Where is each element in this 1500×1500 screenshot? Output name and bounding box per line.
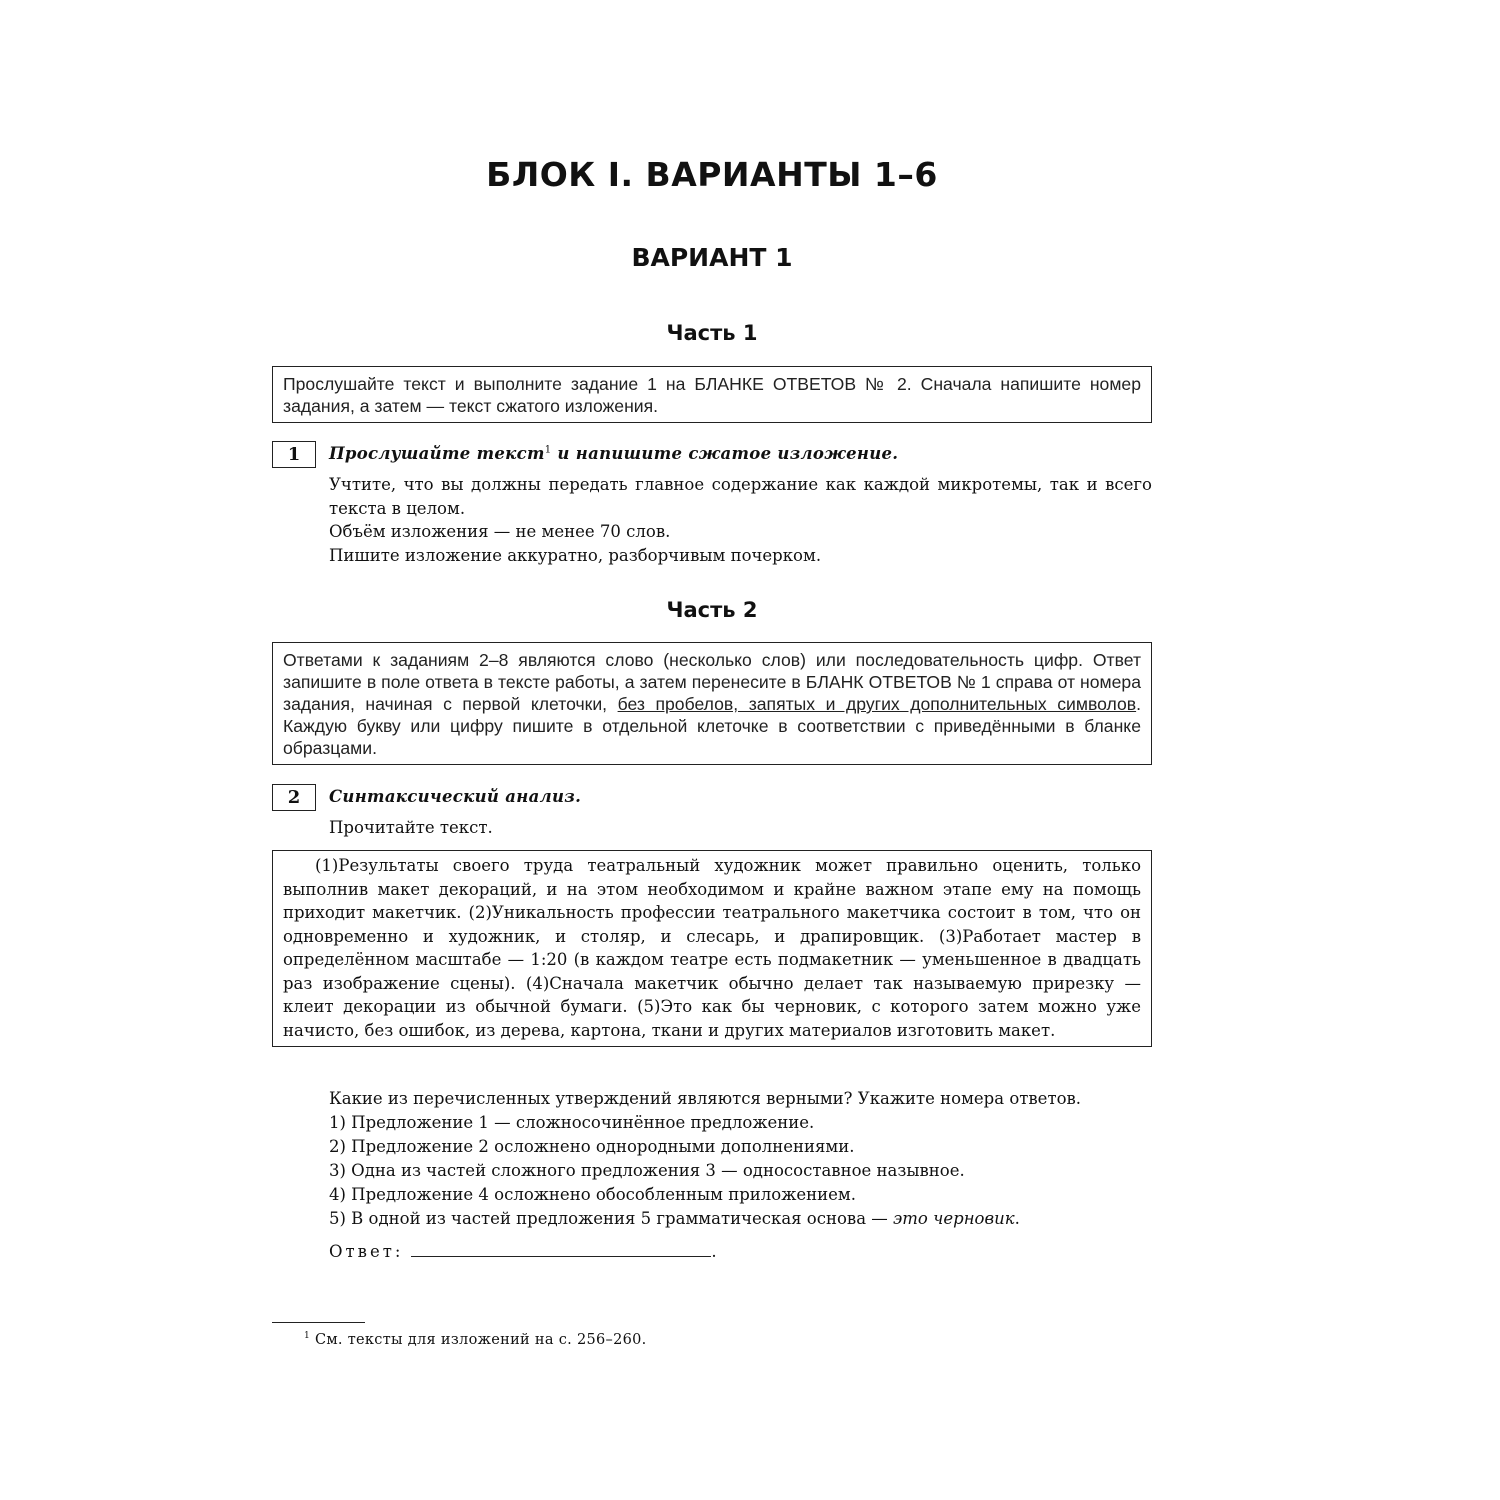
option-item: 1) Предложение 1 — сложносочинённое предложение. [329, 1113, 815, 1132]
option-item: 5) В одной из частей предложения 5 грамматическая основа — это черновик. [329, 1209, 1020, 1228]
answer-field[interactable] [411, 1238, 711, 1257]
task2-prompt: Прочитайте текст. [329, 818, 493, 837]
answer-options [329, 1111, 1152, 1231]
task1-line: Объём изложения — не менее 70 слов. [329, 522, 671, 541]
task1-line: Пишите изложение аккуратно, разборчивым почерком. [329, 545, 822, 565]
task2-question: Какие из перечисленных утверждений являются верными? Укажите номера ответов. [329, 1089, 1082, 1108]
part1-instruction-box: Прослушайте текст и выполните задание 1 на БЛАНКЕ ОТВЕТОВ № 2. Сначала напишите номер задания, а затем — текст сжатого изложения. [272, 366, 1152, 423]
task1-title: Прослушайте текст$^1$ и напишите сжатое изложение. [329, 444, 899, 463]
task2-title: Синтаксический анализ. [329, 787, 582, 806]
task2-number-box: 2 [272, 784, 316, 811]
option-item: 2) Предложение 2 осложнено однородными дополнениями. [329, 1137, 855, 1156]
variant-title: ВАРИАНТ 1 [631, 243, 793, 272]
part1-title: Часть 1 [666, 321, 758, 345]
task1-body [329, 473, 1152, 567]
task1-number-box: 1 [272, 441, 316, 468]
option-item: 3) Одна из частей сложного предложения 3 — односоставное назывное. [329, 1161, 965, 1180]
underlined-instruction: без пробелов, запятых и других дополнительных символов [617, 694, 1137, 714]
footnote-ref: 1 [544, 444, 552, 456]
reading-text-box: (1)Результаты своего труда театральный художник может правильно оценить, только выполнив макет декораций, и на этом необходимом и крайне важном этапе ему на помощь приходит макетчик. (2)Уникальность профессии театрального макетчика состоит в том, что он одновременно и художник, и столяр, и слесарь, и драпировщик. (3)Работает мастер в определённом масштабе — 1:20 (в каждом театре есть подмакетник — уменьшенное в двадцать раз изображение сцены). (4)Сначала макетчик обычно делает так называемую прирезку — клеит декорации из обычной бумаги. (5)Это как бы черновик, с которого затем можно уже начисто, без ошибок, из дерева, картона, ткани и других материалов изготовить макет. [272, 850, 1152, 1047]
part2-title: Часть 2 [666, 598, 758, 622]
block-title: БЛОК I. ВАРИАНТЫ 1–6 [486, 155, 938, 194]
answer-label: Ответ: [329, 1242, 404, 1261]
footnote-divider [272, 1322, 365, 1323]
task1-line: Учтите, что вы должны передать главное содержание как каждой микротемы, так и всего текста в целом. [329, 475, 1152, 518]
answer-line: Ответ: . [329, 1238, 720, 1261]
footnote: $^1$ См. тексты для изложений на с. 256–260. [304, 1331, 647, 1348]
option-item: 4) Предложение 4 осложнено обособленным приложением. [329, 1185, 856, 1204]
part2-instruction-box: Ответами к заданиям 2–8 являются слово (несколько слов) или последовательность цифр. Ответ запишите в поле ответа в тексте работы, а затем перенесите в БЛАНК ОТВЕТОВ № 1 справа от номера задания, начиная с первой клеточки, без пробелов, запятых и других дополнительных символов. Каждую букву или цифру пишите в отдельной клеточке в соответствии с приведёнными в бланке образцами. [272, 642, 1152, 765]
